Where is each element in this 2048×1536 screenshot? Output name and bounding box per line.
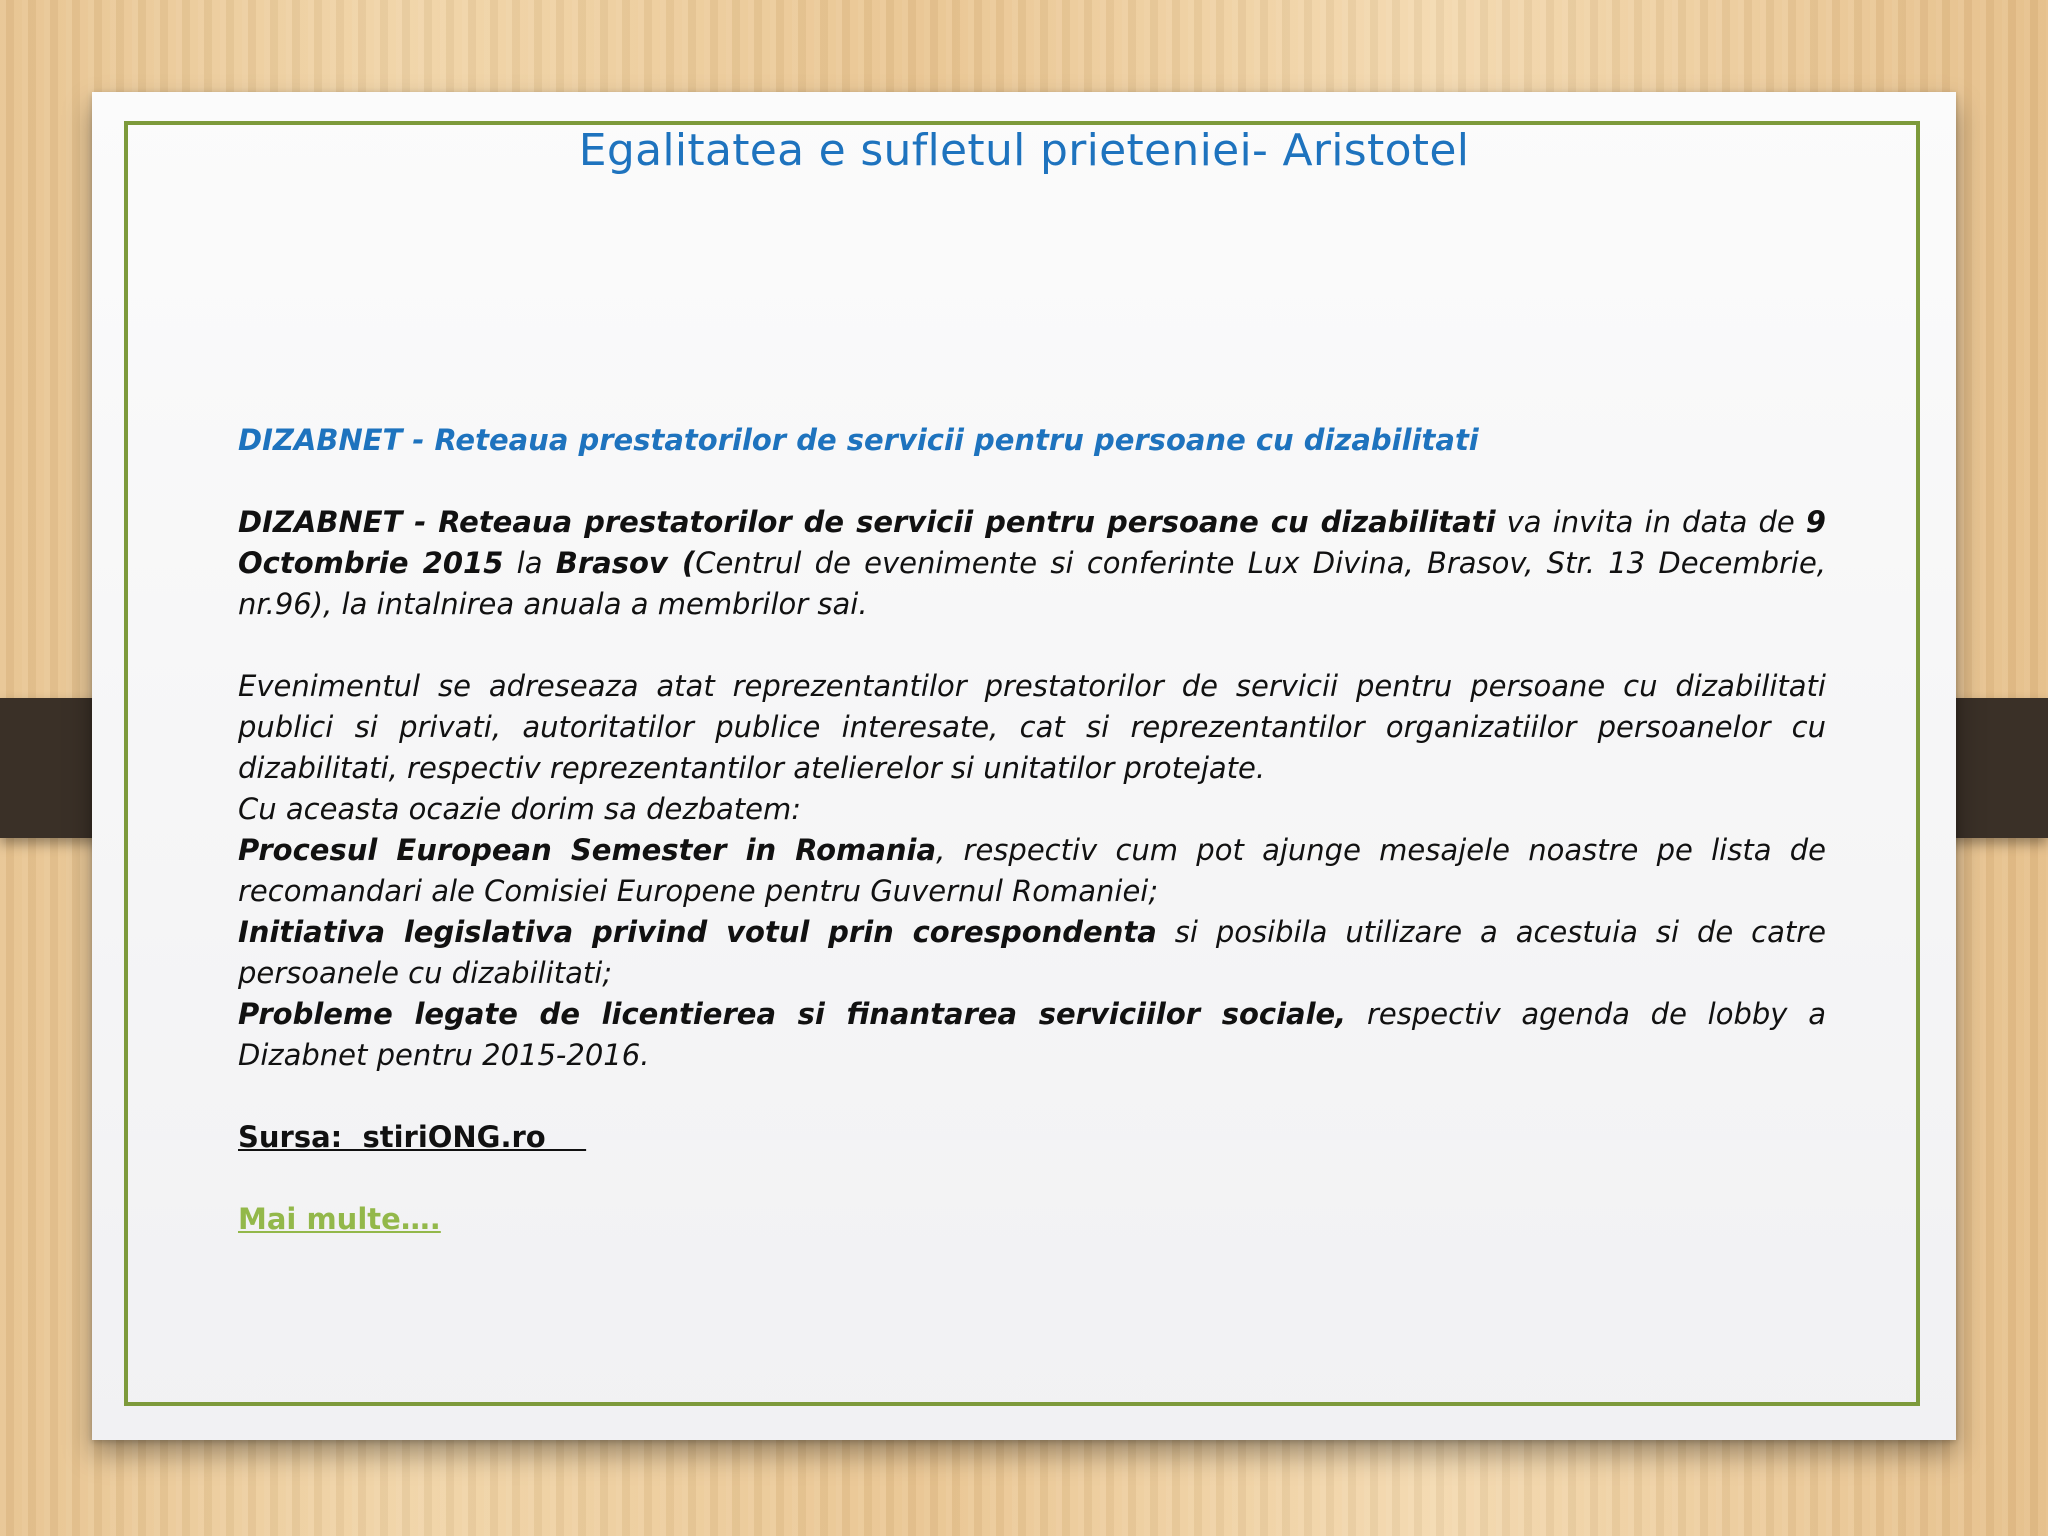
intro-text-1: va invita in data de bbox=[1495, 505, 1806, 539]
org-name: DIZABNET - Reteaua prestatorilor de servicii pentru persoane cu dizabilitati bbox=[238, 505, 1496, 539]
slide-title: Egalitatea e sufletul prieteniei- Aristotel bbox=[578, 125, 1470, 176]
article-body bbox=[238, 420, 1826, 1240]
agenda-item-2 bbox=[238, 912, 1826, 994]
agenda-item-3-title: Probleme legate de licentierea si finantarea serviciilor sociale, bbox=[238, 997, 1347, 1031]
intro-paragraph bbox=[238, 502, 1826, 625]
agenda-item-2-title: Initiativa legislativa privind votul prin corespondenta bbox=[238, 915, 1157, 949]
agenda-item-3 bbox=[238, 994, 1826, 1076]
event-city: Brasov ( bbox=[555, 546, 696, 580]
intro-text-2: la bbox=[503, 546, 556, 580]
more-link[interactable]: Mai multe…. bbox=[238, 1202, 441, 1236]
agenda-item-1 bbox=[238, 830, 1826, 912]
intro-text-3: Centrul de evenimente si conferinte Lux Divina, Brasov, Str. 13 Decembrie, nr.96), la intalnirea anuala a membrilor sai. bbox=[238, 546, 1827, 621]
article-heading: DIZABNET - Reteaua prestatorilor de servicii pentru persoane cu dizabilitati bbox=[238, 423, 1479, 457]
agenda-intro: Cu aceasta ocazie dorim sa dezbatem: bbox=[238, 792, 802, 826]
agenda-item-2-text: si posibila utilizare a acestuia si de catre persoanele cu dizabilitati; bbox=[238, 915, 1827, 990]
agenda-item-3-text: respectiv agenda de lobby a Dizabnet pentru 2015-2016. bbox=[238, 997, 1826, 1072]
agenda-item-1-text: , respectiv cum pot ajunge mesajele noastre pe lista de recomandari ale Comisiei Europene pentru Guvernul Romaniei; bbox=[238, 833, 1827, 908]
agenda-item-1-title: Procesul European Semester in Romania bbox=[238, 833, 937, 867]
event-date: 9 Octombrie 2015 bbox=[238, 505, 1826, 580]
source-line: Sursa: stiriONG.ro bbox=[238, 1120, 587, 1154]
audience-paragraph: Evenimentul se adreseaza atat reprezentantilor prestatorilor de servicii pentru persoane cu dizabilitati publici si privati, autoritatilor publice interesate, cat si reprezentantilor organizatiilor persoanelor cu dizabilitati, respectiv reprezentantilor atelierelor si unitatilor protejate. bbox=[238, 669, 1826, 785]
